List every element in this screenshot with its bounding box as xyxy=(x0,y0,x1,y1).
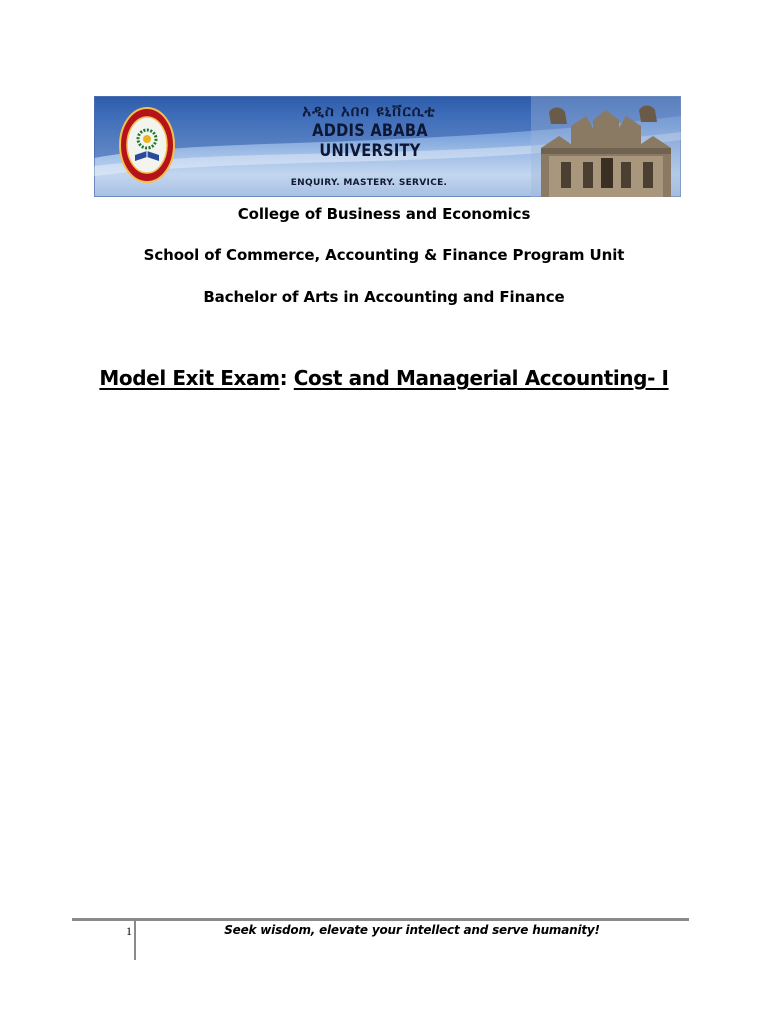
university-name-amharic: አዲስ አበባ ዩኒቨርሲቲ xyxy=(302,102,436,120)
program-heading: Bachelor of Arts in Accounting and Finance xyxy=(203,288,565,306)
footer-horizontal-rule xyxy=(72,918,689,921)
footer-tagline: Seek wisdom, elevate your intellect and serve humanity! xyxy=(224,923,600,937)
school-heading: School of Commerce, Accounting & Finance Program Unit xyxy=(143,246,625,264)
page-number: 1 xyxy=(126,924,132,938)
university-motto: ENQUIRY. MASTERY. SERVICE. xyxy=(290,178,448,188)
exam-label: Model Exit Exam xyxy=(99,366,280,390)
university-building-image xyxy=(531,96,681,197)
exam-course: Cost and Managerial Accounting- I xyxy=(293,366,669,390)
college-heading: College of Business and Economics xyxy=(237,205,531,223)
university-seal-icon xyxy=(119,106,175,184)
exam-title xyxy=(0,366,768,390)
exam-separator: : xyxy=(279,366,288,390)
university-banner xyxy=(94,96,681,197)
university-name: ADDIS ABABA UNIVERSITY xyxy=(312,121,428,161)
